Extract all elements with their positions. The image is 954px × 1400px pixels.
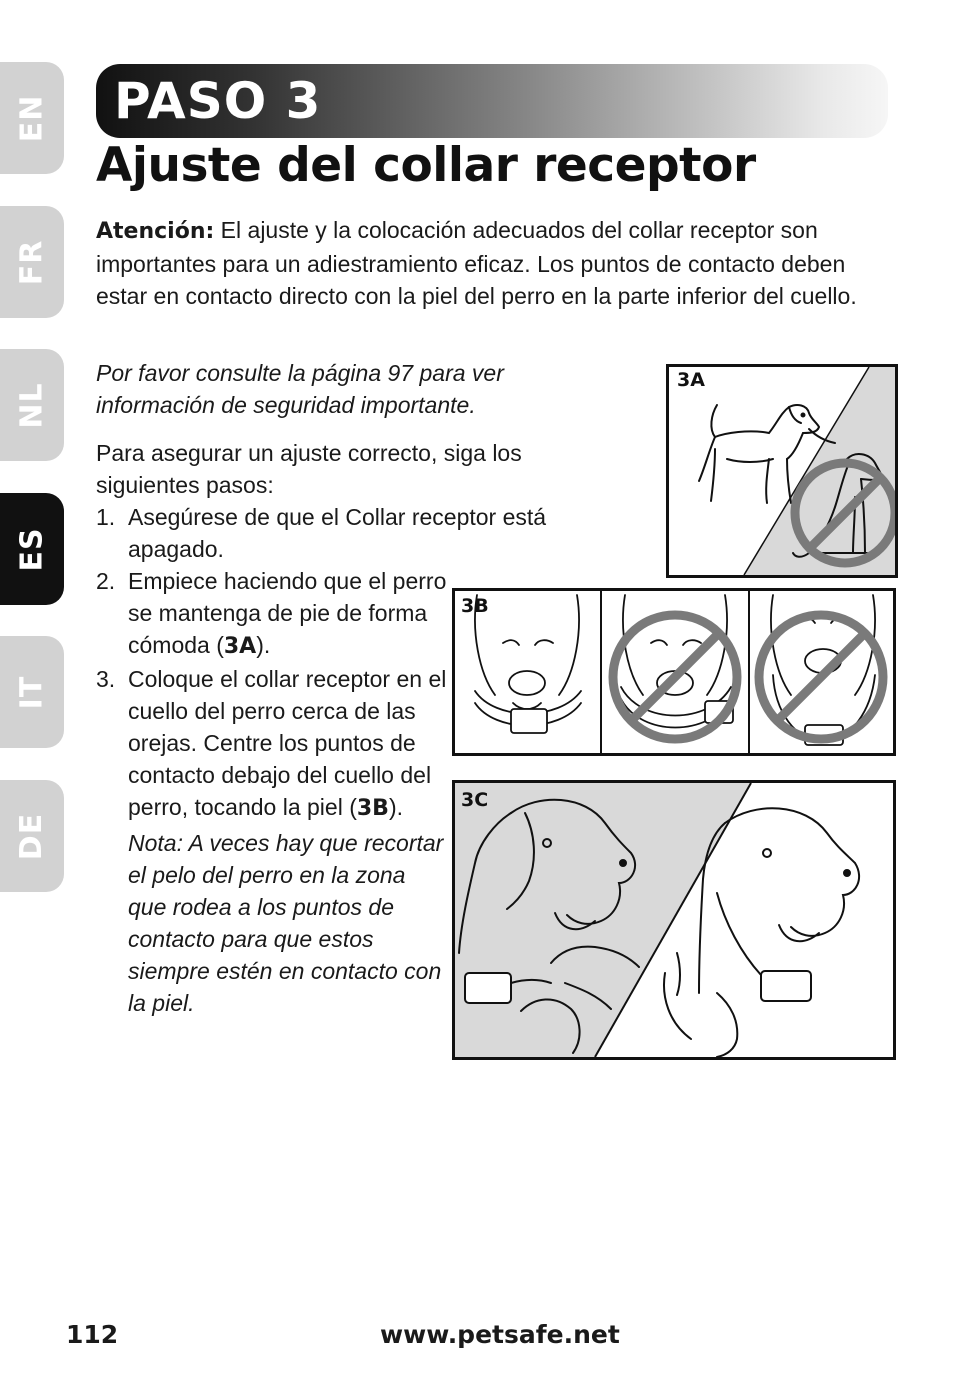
tab-label: EN [14, 94, 50, 142]
step-number: 1. [96, 504, 116, 530]
page-title: Ajuste del collar receptor [96, 138, 756, 193]
step-title: PASO 3 [114, 72, 322, 130]
step-text-end: ). [256, 632, 271, 658]
tab-label: DE [14, 812, 50, 860]
step-text: Asegúrese de que el Collar receptor está apagado. [128, 504, 547, 562]
figure-3c [452, 780, 896, 1060]
figure-3b [452, 588, 896, 756]
step-text-end: ). [388, 794, 403, 820]
step-text: Empiece haciendo que el perro se mantenga de pie de forma cómoda ( [128, 568, 447, 658]
tab-label: NL [14, 381, 50, 429]
figure-label: 3A [677, 369, 705, 391]
tab-label: FR [14, 239, 50, 285]
tab-es[interactable] [0, 493, 64, 605]
tab-de[interactable] [0, 780, 64, 892]
safety-note: Por favor consulte la página 97 para ver información de seguridad importante. [96, 360, 504, 418]
tab-label: IT [14, 675, 50, 709]
step-number: 3. [96, 666, 116, 692]
dog-face-icon [475, 595, 581, 733]
figure-reference: 3B [356, 796, 389, 821]
figure-3a-illustration [669, 367, 895, 575]
figure-label: 3B [461, 595, 489, 617]
attention-text: El ajuste y la colocación adecuados del collar receptor son importantes para un adiestramiento eficaz. Los puntos de contacto deben estar en contacto directo con la piel del perro en la parte inferior del cuello. [96, 217, 857, 309]
tab-label: ES [14, 526, 50, 572]
step-banner [96, 64, 888, 138]
figure-label: 3C [461, 789, 489, 811]
website-link[interactable]: www.petsafe.net [380, 1320, 620, 1349]
tab-fr[interactable] [0, 206, 64, 318]
figure-3b-illustration [455, 591, 893, 753]
tab-en[interactable] [0, 62, 64, 174]
tab-it[interactable] [0, 636, 64, 748]
figure-reference: 3A [223, 634, 257, 659]
page-number: 112 [66, 1320, 119, 1349]
step-number: 2. [96, 568, 116, 594]
list-item [96, 663, 448, 1019]
step-text: Coloque el collar receptor en el cuello del perro cerca de las orejas. Centre los puntos de contacto debajo del cuello del perro, tocando la piel ( [128, 666, 447, 820]
prohibition-icon [613, 615, 737, 739]
tab-nl[interactable] [0, 349, 64, 461]
figure-3c-illustration [455, 783, 893, 1057]
list-item [96, 501, 588, 565]
list-item [96, 565, 468, 663]
attention-label: Atención: [96, 219, 215, 244]
trim-note: Nota: A veces hay que recortar el pelo del perro en la zona que rodea a los puntos de contacto para que estos siempre estén en contacto con la piel. [128, 830, 444, 1016]
intro-text: Para asegurar un ajuste correcto, siga los siguientes pasos: [96, 440, 522, 498]
attention-paragraph [96, 214, 886, 312]
figure-3a [666, 364, 898, 578]
